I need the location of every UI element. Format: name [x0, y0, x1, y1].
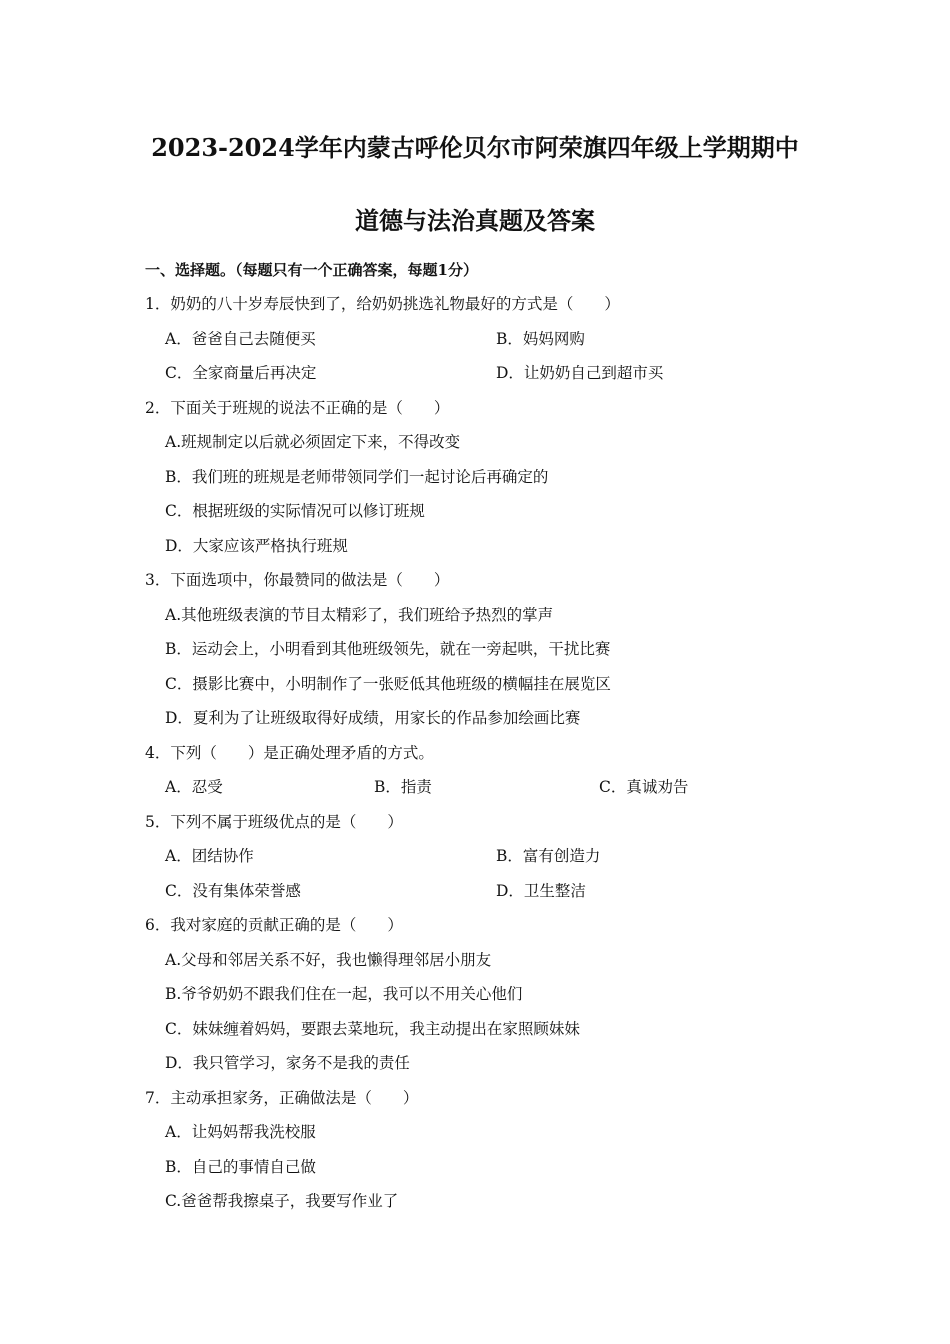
question-4-option-c: C．真诚劝告: [599, 778, 689, 796]
question-3-option-c: C．摄影比赛中，小明制作了一张贬低其他班级的横幅挂在展览区: [165, 675, 611, 693]
question-6-option-c: C．妹妹缠着妈妈，要跟去菜地玩，我主动提出在家照顾妹妹: [165, 1020, 580, 1038]
question-6-option-d: D．我只管学习，家务不是我的责任: [165, 1054, 410, 1072]
question-2-option-d: D．大家应该严格执行班规: [165, 537, 348, 555]
question-6-option-a: A.父母和邻居关系不好，我也懒得理邻居小朋友: [165, 951, 492, 969]
question-1-option-b: B．妈妈网购: [496, 330, 585, 348]
question-7-option-a: A．让妈妈帮我洗校服: [165, 1123, 316, 1141]
question-1-stem: 1．奶奶的八十岁寿辰快到了，给奶奶挑选礼物最好的方式是（ ）: [145, 295, 620, 313]
question-5-option-c: C．没有集体荣誉感: [165, 882, 301, 900]
question-7-option-c: C.爸爸帮我擦桌子，我要写作业了: [165, 1192, 399, 1210]
question-2-option-b: B．我们班的班规是老师带领同学们一起讨论后再确定的: [165, 468, 549, 486]
question-4-stem: 4．下列（ ）是正确处理矛盾的方式。: [145, 744, 434, 762]
question-3-stem: 3．下面选项中，你最赞同的做法是（ ）: [145, 571, 450, 589]
question-1-option-d: D．让奶奶自己到超市买: [496, 364, 664, 382]
question-4-option-a: A．忍受: [165, 778, 223, 796]
question-7-stem: 7．主动承担家务，正确做法是（ ）: [145, 1089, 419, 1107]
question-2-option-c: C．根据班级的实际情况可以修订班规: [165, 502, 425, 520]
question-3-option-d: D．夏利为了让班级取得好成绩，用家长的作品参加绘画比赛: [165, 709, 581, 727]
question-6-stem: 6．我对家庭的贡献正确的是（ ）: [145, 916, 403, 934]
question-4-option-b: B．指责: [374, 778, 432, 796]
question-1-option-c: C．全家商量后再决定: [165, 364, 317, 382]
question-2-stem: 2．下面关于班规的说法不正确的是（ ）: [145, 399, 450, 417]
document-title-line2: 道德与法治真题及答案: [355, 206, 595, 235]
question-1-option-a: A．爸爸自己去随便买: [165, 330, 316, 348]
document-title-line1: 2023-2024学年内蒙古呼伦贝尔市阿荣旗四年级上学期期中: [151, 133, 799, 162]
question-5-option-b: B．富有创造力: [496, 847, 601, 865]
question-7-option-b: B．自己的事情自己做: [165, 1158, 316, 1176]
question-5-option-d: D．卫生整洁: [496, 882, 586, 900]
question-2-option-a: A.班规制定以后就必须固定下来，不得改变: [165, 433, 461, 451]
question-3-option-a: A.其他班级表演的节目太精彩了，我们班给予热烈的掌声: [165, 606, 554, 624]
question-6-option-b: B.爷爷奶奶不跟我们住在一起，我可以不用关心他们: [165, 985, 523, 1003]
question-3-option-b: B．运动会上，小明看到其他班级领先，就在一旁起哄，干扰比赛: [165, 640, 611, 658]
question-5-stem: 5．下列不属于班级优点的是（ ）: [145, 813, 403, 831]
question-5-option-a: A．团结协作: [165, 847, 254, 865]
section-heading: 一、选择题。（每题只有一个正确答案，每题1分）: [145, 261, 478, 279]
